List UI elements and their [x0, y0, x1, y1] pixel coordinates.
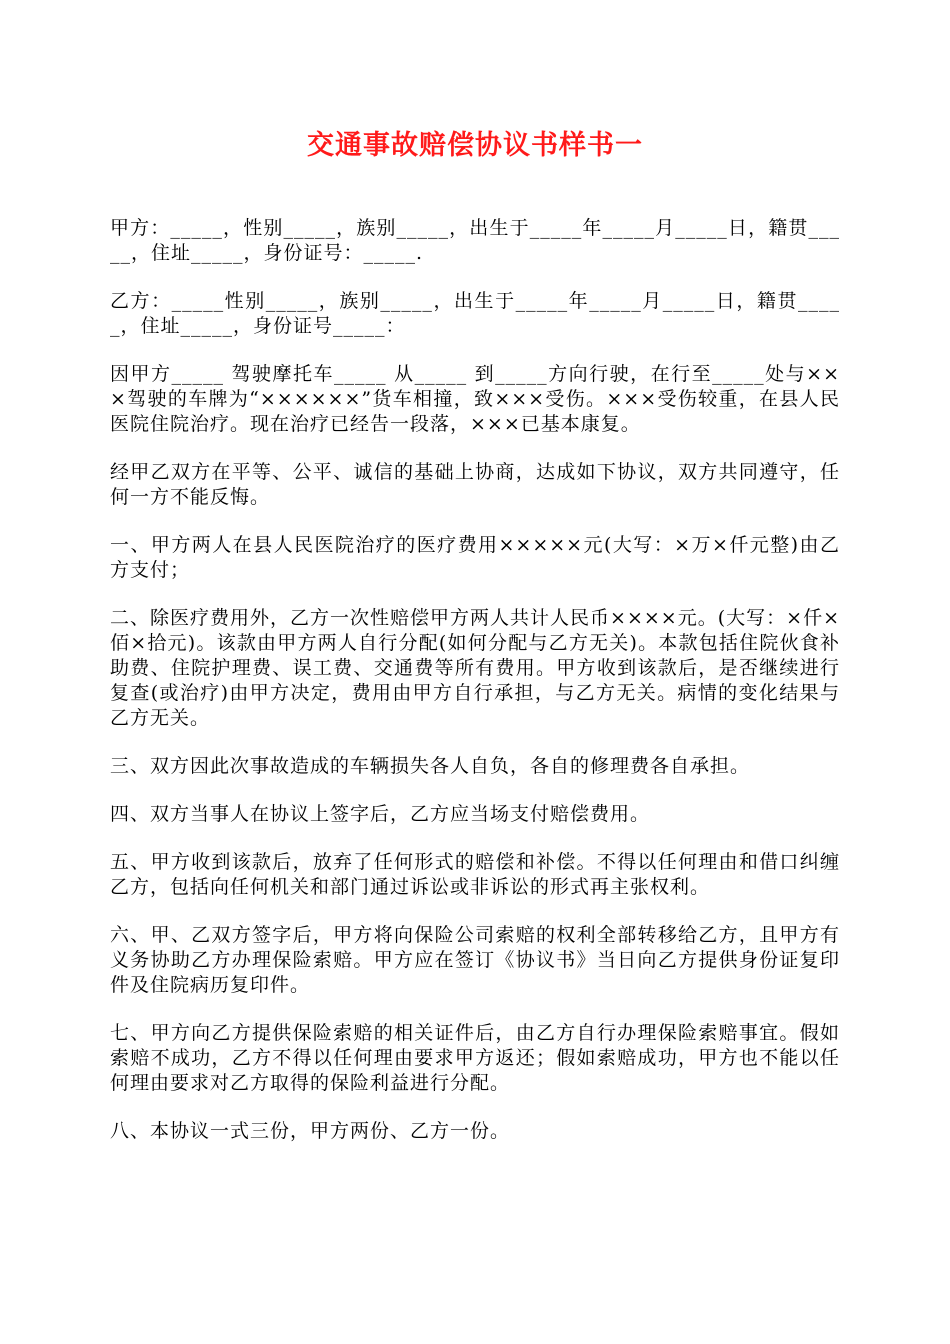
clause-8: 八、本协议一式三份，甲方两份、乙方一份。 [110, 1120, 511, 1142]
document-title: 交通事故赔偿协议书样书一 [307, 130, 643, 161]
clause-6: 六、甲、乙双方签字后，甲方将向保险公司索赔的权利全部转移给乙方，且甲方有义务协助乙方办理保险索赔。甲方应在签订《协议书》当日向乙方提供身份证复印件及住院病历复印件。 [110, 924, 840, 996]
agreement-preamble: 经甲乙双方在平等、公平、诚信的基础上协商，达成如下协议，双方共同遵守，任何一方不能反悔。 [110, 461, 840, 508]
accident-description: 因甲方_____ 驾驶摩托车_____ 从_____ 到_____方向行驶，在行至_____处与×××驾驶的车牌为“××××××”货车相撞，致×××受伤。×××受伤较重，在县人民医院住院治疗。现在治疗已经告一段落，×××已基本康复。 [110, 363, 840, 435]
party-a-info: 甲方：_____，性别_____，族别_____，出生于_____年_____月_____日，籍贯_____，住址_____，身份证号：_____. [110, 217, 840, 264]
clause-1: 一、甲方两人在县人民医院治疗的医疗费用×××××元(大写：×万×仟元整)由乙方支付； [110, 534, 840, 581]
clause-3: 三、双方因此次事故造成的车辆损失各人自负，各自的修理费各自承担。 [110, 755, 751, 777]
clause-2: 二、除医疗费用外，乙方一次性赔偿甲方两人共计人民币××××元。(大写：×仟×佰×拾元)。该款由甲方两人自行分配(如何分配与乙方无关)。本款包括住院伙食补助费、住院护理费、误工费、交通费等所有费用。甲方收到该款后，是否继续进行复查(或治疗)由甲方决定，费用由甲方自行承担，与乙方无关。病情的变化结果与乙方无关。 [110, 607, 840, 729]
clause-5: 五、甲方收到该款后，放弃了任何形式的赔偿和补偿。不得以任何理由和借口纠缠乙方，包括向任何机关和部门通过诉讼或非诉讼的形式再主张权利。 [110, 851, 840, 898]
clause-7: 七、甲方向乙方提供保险索赔的相关证件后，由乙方自行办理保险索赔事宜。假如索赔不成功，乙方不得以任何理由要求甲方返还；假如索赔成功，甲方也不能以任何理由要求对乙方取得的保险利益进行分配。 [110, 1022, 840, 1094]
clause-4: 四、双方当事人在协议上签字后，乙方应当场支付赔偿费用。 [110, 803, 651, 825]
party-b-info: 乙方：_____性别_____，族别_____，出生于_____年_____月_____日，籍贯_____，住址_____，身份证号_____： [110, 290, 840, 337]
document-body [110, 216, 840, 1167]
